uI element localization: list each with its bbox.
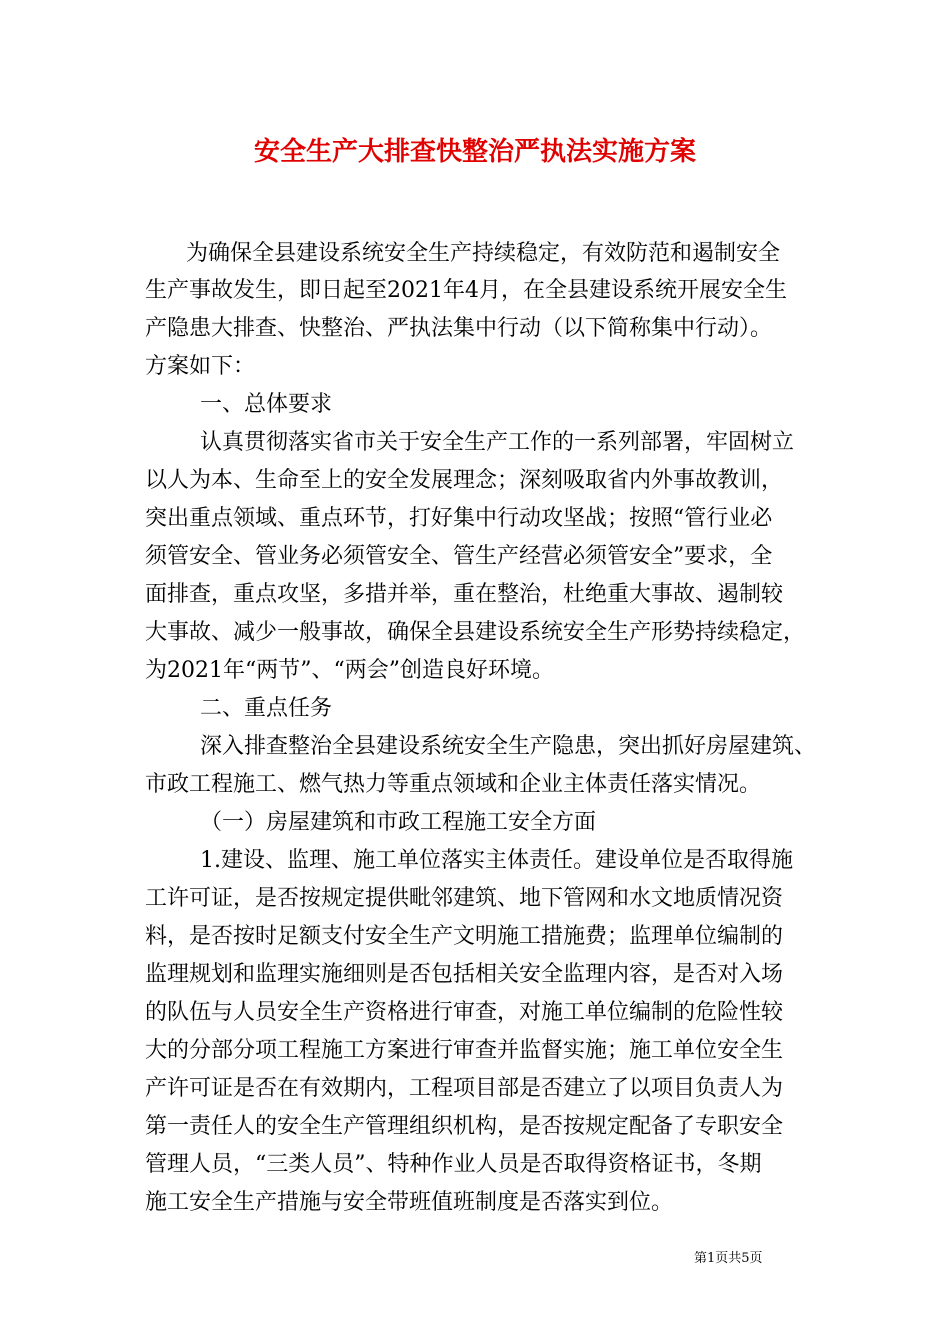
paragraph-line: 突出重点领域、重点环节，打好集中行动攻坚战；按照“管行业必 (145, 506, 773, 531)
subsection-heading: （一）房屋建筑和市政工程施工安全方面 (200, 810, 597, 835)
paragraph-line: 大的分部分项工程施工方案进行审查并监督实施；施工单位安全生 (145, 1038, 784, 1063)
paragraph-line: 管理人员，“三类人员”、特种作业人员是否取得资格证书，冬期 (145, 1152, 762, 1177)
paragraph-line: 深入排查整治全县建设系统安全生产隐患，突出抓好房屋建筑、 (200, 734, 817, 759)
paragraph-line: 料，是否按时足额支付安全生产文明施工措施费；监理单位编制的 (145, 924, 784, 949)
paragraph-line: 方案如下： (145, 354, 256, 379)
paragraph-line: 工许可证，是否按规定提供毗邻建筑、地下管网和水文地质情况资 (145, 886, 784, 911)
paragraph-line: 产许可证是否在有效期内，工程项目部是否建立了以项目负责人为 (145, 1076, 784, 1101)
paragraph-line: 为确保全县建设系统安全生产持续稳定，有效防范和遏制安全 (186, 241, 781, 266)
paragraph-line: 认真贯彻落实省市关于安全生产工作的一系列部署，牢固树立 (200, 430, 795, 455)
paragraph-line: 产隐患大排查、快整治、严执法集中行动（以下简称集中行动）。 (145, 316, 773, 341)
paragraph-line: 监理规划和监理实施细则是否包括相关安全监理内容，是否对入场 (145, 962, 784, 987)
paragraph-line: 大事故、减少一般事故，确保全县建设系统安全生产形势持续稳定， (145, 620, 806, 645)
section-heading: 二、重点任务 (200, 696, 333, 721)
paragraph-line: 为2021年“两节”、“两会”创造良好环境。 (145, 658, 554, 683)
section-heading: 一、总体要求 (200, 392, 333, 417)
paragraph-line: 以人为本、生命至上的安全发展理念；深刻吸取省内外事故教训， (145, 468, 784, 493)
paragraph-line: 第一责任人的安全生产管理组织机构，是否按规定配备了专职安全 (145, 1114, 784, 1139)
paragraph-line: 生产事故发生，即日起至2021年4月，在全县建设系统开展安全生 (145, 278, 787, 303)
paragraph-line: 的队伍与人员安全生产资格进行审查，对施工单位编制的危险性较 (145, 1000, 784, 1025)
paragraph-line: 市政工程施工、燃气热力等重点领域和企业主体责任落实情况。 (145, 772, 762, 797)
paragraph-line: 面排查，重点攻坚，多措并举，重在整治，杜绝重大事故、遏制较 (145, 582, 784, 607)
page-number: 第1页共5页 (694, 1251, 763, 1266)
document-title: 安全生产大排查快整治严执法实施方案 (253, 137, 696, 167)
paragraph-line: 1.建设、监理、施工单位落实主体责任。建设单位是否取得施 (200, 848, 793, 873)
paragraph-line: 须管安全、管业务必须管安全、管生产经营必须管安全”要求，全 (145, 544, 773, 569)
paragraph-line: 施工安全生产措施与安全带班值班制度是否落实到位。 (145, 1190, 674, 1215)
